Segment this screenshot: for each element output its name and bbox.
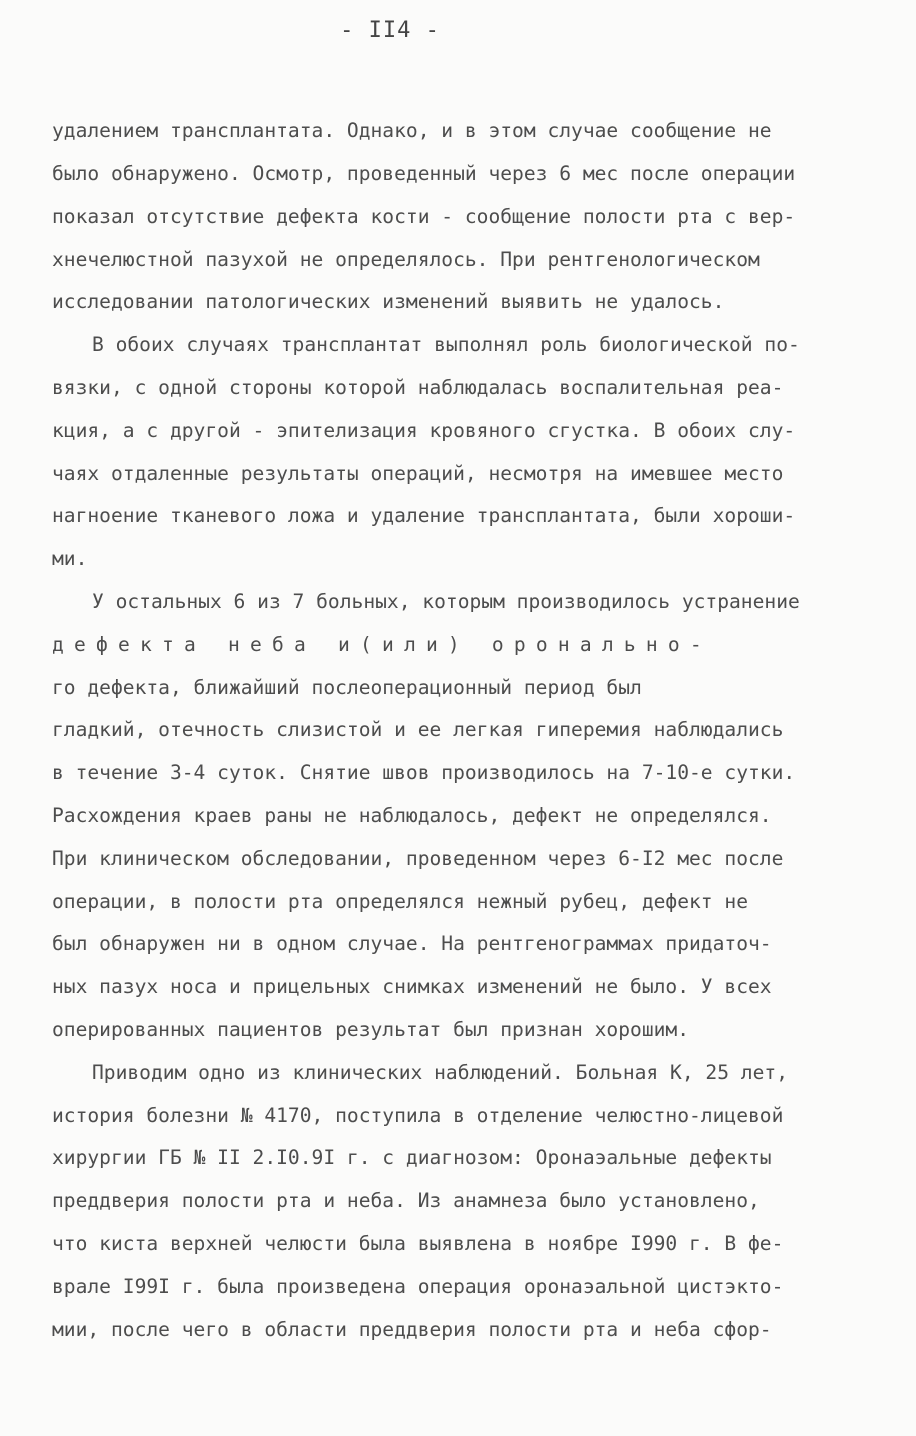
text-line: ных пазух носа и прицельных снимках изменений не было. У всех bbox=[52, 975, 772, 998]
text-line: удалением трансплантата. Однако, и в этом случае сообщение не bbox=[52, 119, 772, 142]
text-line: было обнаружено. Осмотр, проведенный через 6 мес после операции bbox=[52, 162, 796, 185]
text-line: в течение 3-4 суток. Снятие швов производилось на 7-10-е сутки. bbox=[52, 761, 796, 784]
text-line: хирургии ГБ № II 2.I0.9I г. с диагнозом: Оронаэальные дефекты bbox=[52, 1146, 772, 1169]
text-line: При клиническом обследовании, проведенном через 6-I2 мес после bbox=[52, 847, 784, 870]
text-line: вязки, с одной стороны которой наблюдалась воспалительная реа- bbox=[52, 376, 784, 399]
text-line: кция, а с другой - эпителизация кровяного сгустка. В обоих слу- bbox=[52, 419, 796, 442]
text-line: операции, в полости рта определялся нежный рубец, дефект не bbox=[52, 890, 748, 913]
text-line: чаях отдаленные результаты операций, несмотря на имевшее место bbox=[52, 462, 784, 485]
text-line: хнечелюстной пазухой не определялось. При рентгенологическом bbox=[52, 248, 760, 271]
text-line: ми. bbox=[52, 547, 88, 570]
text-line: был обнаружен ни в одном случае. На рентгенограммах придаточ- bbox=[52, 932, 772, 955]
paragraph-first-line: В обоих случаях трансплантат выполнял роль биологической по- bbox=[92, 333, 800, 356]
text-line: что киста верхней челюсти была выявлена в ноябре I990 г. В фе- bbox=[52, 1232, 784, 1255]
text-line: гладкий, отечность слизистой и ее легкая гиперемия наблюдались bbox=[52, 718, 784, 741]
spaced-emphasis-line: дефекта неба и(или) оронально- bbox=[52, 633, 712, 656]
text-line: нагноение тканевого ложа и удаление трансплантата, были хороши- bbox=[52, 504, 796, 527]
text-line: исследовании патологических изменений выявить не удалось. bbox=[52, 290, 725, 313]
text-line: оперированных пациентов результат был признан хорошим. bbox=[52, 1018, 690, 1041]
text-line: врале I99I г. была произведена операция оронаэальной цистэкто- bbox=[52, 1275, 784, 1298]
text-line: мии, после чего в области преддверия полости рта и неба сфор- bbox=[52, 1318, 772, 1341]
text-line: го дефекта, ближайший послеоперационный период был bbox=[52, 676, 642, 699]
text-line: история болезни № 4170, поступила в отделение челюстно-лицевой bbox=[52, 1104, 784, 1127]
text-line: Расхождения краев раны не наблюдалось, дефект не определялся. bbox=[52, 804, 772, 827]
page-number: - II4 - bbox=[340, 18, 440, 43]
text-line: показал отсутствие дефекта кости - сообщение полости рта с вер- bbox=[52, 205, 796, 228]
paragraph-first-line: У остальных 6 из 7 больных, которым производилось устранение bbox=[92, 590, 800, 613]
text-line: преддверия полости рта и неба. Из анамнеза было установлено, bbox=[52, 1189, 760, 1212]
paragraph-first-line: Приводим одно из клинических наблюдений. Больная К, 25 лет, bbox=[92, 1061, 788, 1084]
